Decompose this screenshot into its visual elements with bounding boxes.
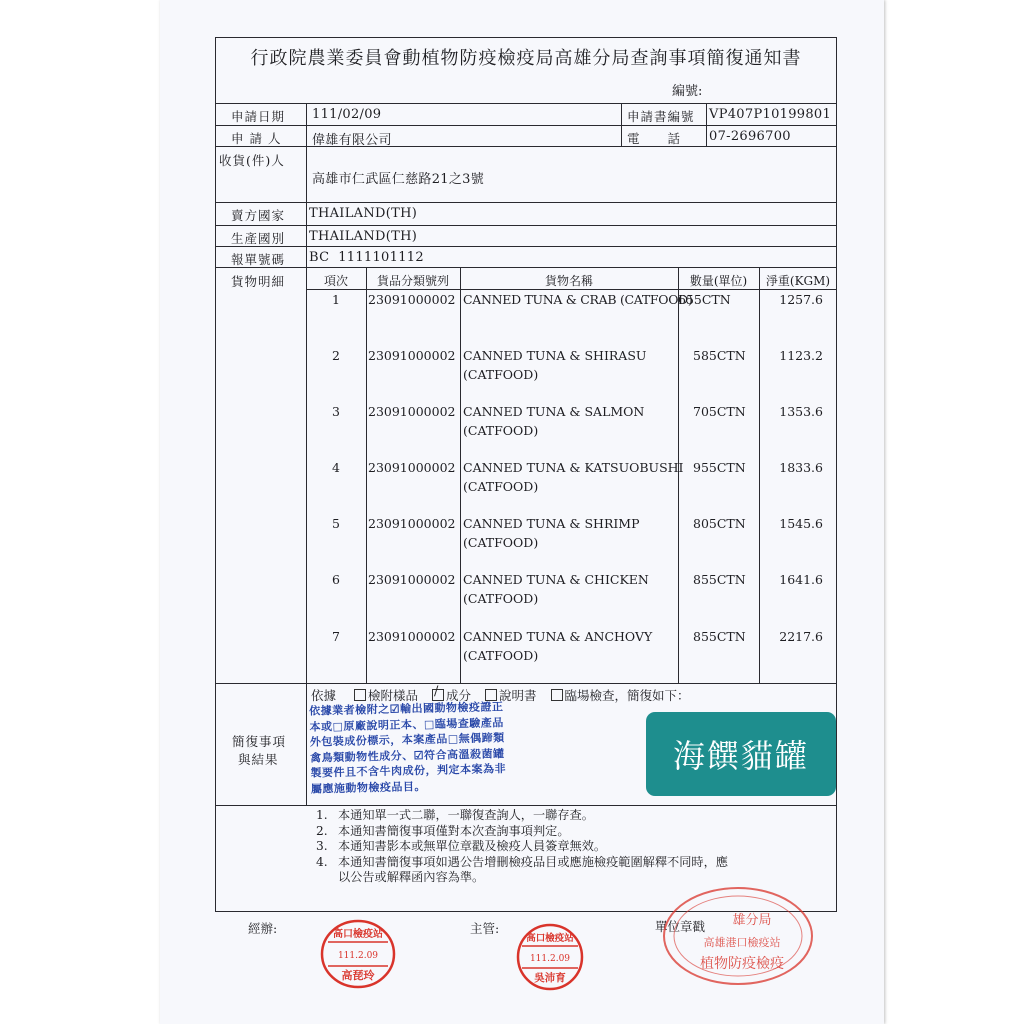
note-item: 以公告或解釋函內容為準。 [338, 870, 485, 885]
applicant-value: 偉雄有限公司 [312, 133, 392, 148]
row-code: 23091000002 [368, 572, 456, 587]
handler-seal [318, 918, 398, 990]
opt-manual-label: 說明書 [499, 688, 537, 703]
unit-seal-label: 單位章戳 [655, 919, 706, 934]
notes-list [316, 808, 728, 886]
col-header-code: 貨品分類號列 [376, 274, 449, 288]
phone-label: 電 話 [627, 131, 682, 146]
row-no: 2 [332, 348, 340, 363]
stamp-line: 依據業者檢附之☑輸出國動物檢疫證正 [309, 700, 504, 718]
row-qty: 955CTN [693, 460, 746, 475]
handler-label: 經辦: [248, 921, 278, 936]
row-name-cont: (CATFOOD) [463, 591, 539, 606]
stamp-line: 禽鳥類動物性成分、☑符合高溫殺菌罐 [310, 746, 505, 765]
row-no: 5 [332, 516, 340, 531]
row-name-cont: (CATFOOD) [463, 423, 539, 438]
col-header-qty: 數量(單位) [689, 274, 748, 288]
opt-ingredient-label: 成分 [446, 688, 472, 703]
rule [706, 103, 707, 146]
rule [215, 267, 837, 268]
row-weight: 1545.6 [779, 516, 823, 531]
row-name: CANNED TUNA & KATSUOBUSHI [463, 460, 684, 475]
row-qty: 705CTN [693, 404, 746, 419]
unit-seal [660, 884, 816, 988]
row-weight: 1123.2 [779, 348, 823, 363]
handler-seal-name: 高琵玲 [341, 969, 375, 982]
opt-sample-label: 檢附樣品 [368, 688, 419, 703]
row-name-cont: (CATFOOD) [463, 535, 539, 550]
product-badge: 海饌貓罐 [646, 712, 836, 796]
col-header-name: 貨物名稱 [544, 274, 593, 288]
supervisor-label: 主管: [470, 921, 500, 936]
row-qty: 855CTN [693, 572, 746, 587]
row-weight: 2217.6 [779, 629, 823, 644]
handler-seal-date: 111.2.09 [337, 951, 379, 961]
row-qty: 805CTN [693, 516, 746, 531]
row-no: 7 [332, 629, 340, 644]
row-qty: 585CTN [693, 348, 746, 363]
row-name: CANNED TUNA & SHRIMP [463, 516, 640, 531]
stamp-line: 屬應施動物檢疫品目。 [310, 779, 427, 796]
rule [306, 103, 307, 267]
rule [366, 267, 367, 683]
declaration-value: BC 1111101112 [309, 250, 424, 265]
row-qty: 855CTN [693, 629, 746, 644]
consignee-value: 高雄市仁武區仁慈路21之3號 [312, 172, 485, 187]
rule [215, 103, 837, 104]
row-code: 23091000002 [368, 404, 456, 419]
unit-seal-mid: 高雄港口檢疫站 [703, 936, 781, 949]
supervisor-seal-top: 高口檢疫站 [526, 933, 574, 944]
row-name: CANNED TUNA & SALMON [463, 404, 645, 419]
row-code: 23091000002 [368, 460, 456, 475]
goods-section-label: 貨物明細 [231, 274, 286, 289]
reply-section-label-2: 與結果 [238, 752, 279, 767]
rule [215, 246, 837, 247]
doc-number-label: 編號: [672, 84, 703, 99]
rule [215, 146, 837, 147]
reply-section-label: 簡復事項 [232, 734, 287, 749]
row-weight: 1641.6 [779, 572, 823, 587]
row-code: 23091000002 [368, 348, 456, 363]
row-weight: 1353.6 [779, 404, 823, 419]
origin-country-value: THAILAND(TH) [309, 229, 418, 244]
rule [215, 125, 837, 126]
unit-seal-top: 雄分局 [732, 913, 772, 928]
row-qty: 655CTN [678, 292, 731, 307]
seller-country-value: THAILAND(TH) [309, 206, 418, 221]
rule [215, 805, 837, 806]
opt-onsite-label: 臨場檢查，簡復如下： [564, 688, 690, 703]
apply-date-value: 111/02/09 [312, 107, 382, 122]
rule [215, 683, 837, 684]
col-header-weight: 淨重(KGM) [765, 274, 831, 288]
consignee-label: 收貨(件)人 [219, 153, 285, 168]
apply-no-value: VP407P10199801 [709, 107, 832, 122]
stamp-line: 本或□原廠說明正本、□臨場查驗產品 [309, 715, 504, 734]
phone-value: 07-2696700 [709, 129, 791, 144]
supervisor-seal-date: 111.2.09 [529, 954, 571, 964]
row-name-cont: (CATFOOD) [463, 367, 539, 382]
row-name: CANNED TUNA & CHICKEN [463, 572, 649, 587]
row-no: 4 [332, 460, 340, 475]
row-no: 1 [332, 292, 340, 307]
apply-no-label: 申請書編號 [627, 109, 695, 124]
origin-country-label: 生產國別 [231, 231, 286, 246]
basis-prefix: 依據 [311, 688, 337, 703]
stamp-line: 外包裝成份標示，本案產品□無偶蹄類 [309, 731, 505, 749]
note-item: 1. 本通知單一式二聯，一聯復查詢人，一聯存查。 [316, 808, 594, 822]
row-weight: 1257.6 [779, 292, 823, 307]
rule [215, 202, 837, 203]
unit-seal-bottom: 植物防疫檢疫 [700, 956, 784, 972]
supervisor-seal [513, 922, 587, 992]
note-item: 4. 本通知書簡復事項如遇公告增刪檢疫品目或應施檢疫範圍解釋不同時，應 [316, 854, 728, 869]
document-title: 行政院農業委員會動植物防疫檢疫局高雄分局查詢事項簡復通知書 [250, 48, 802, 69]
note-item: 3. 本通知書影本或無單位章戳及檢疫人員簽章無效。 [316, 839, 607, 854]
seller-country-label: 賣方國家 [231, 208, 286, 223]
apply-date-label: 申請日期 [231, 109, 286, 124]
rule [460, 267, 461, 683]
row-name: CANNED TUNA & SHIRASU [463, 348, 647, 363]
note-item: 2. 本通知書簡復事項僅對本次查詢事項判定。 [316, 823, 570, 838]
row-name-cont: (CATFOOD) [463, 479, 539, 494]
checkbox-ingredient[interactable]: / [432, 689, 444, 701]
row-no: 6 [332, 572, 340, 587]
stamp-line: 製要件且不含牛肉成份，判定本案為非 [310, 762, 507, 780]
reply-stamp-text [309, 696, 629, 796]
row-name: CANNED TUNA & CRAB (CATFOOD) [463, 292, 693, 307]
rule [215, 225, 837, 226]
row-no: 3 [332, 404, 340, 419]
row-code: 23091000002 [368, 292, 456, 307]
rule [621, 103, 622, 146]
col-header-no: 項次 [323, 274, 348, 288]
row-name-cont: (CATFOOD) [463, 648, 539, 663]
row-code: 23091000002 [368, 629, 456, 644]
checkbox-sample[interactable] [354, 689, 366, 701]
supervisor-seal-name: 吳沛育 [534, 972, 566, 984]
handler-seal-top: 高口檢疫站 [333, 929, 383, 940]
applicant-label: 申 請 人 [231, 131, 282, 146]
row-code: 23091000002 [368, 516, 456, 531]
row-weight: 1833.6 [779, 460, 823, 475]
declaration-label: 報單號碼 [231, 252, 286, 267]
row-name: CANNED TUNA & ANCHOVY [463, 629, 653, 644]
rule [306, 683, 307, 805]
